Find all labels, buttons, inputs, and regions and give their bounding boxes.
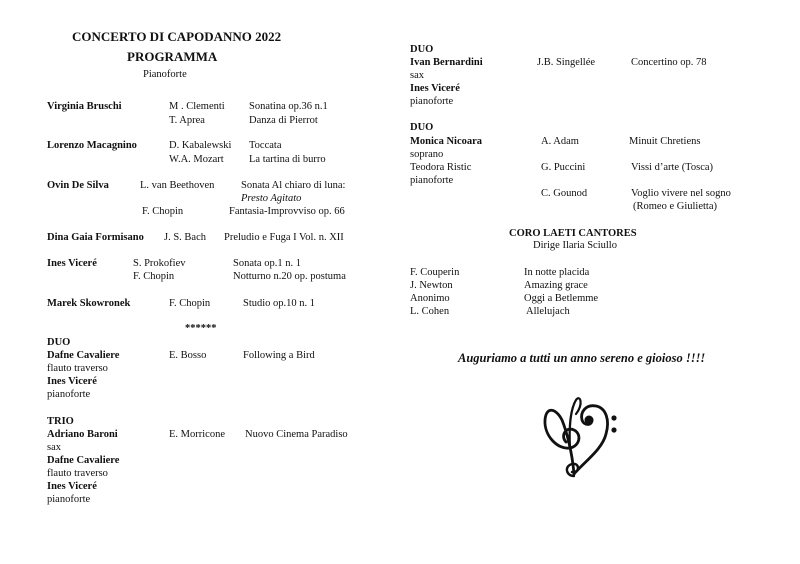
choir-composer: Anonimo <box>410 293 450 304</box>
work: Concertino op. 78 <box>631 57 707 68</box>
ensemble-label: DUO <box>410 44 434 55</box>
instrument: flauto traverso <box>47 363 108 374</box>
work: Sonata Al chiaro di luna: <box>241 180 346 191</box>
work: Following a Bird <box>243 350 315 361</box>
pianoforte-subtitle: Pianoforte <box>143 69 187 80</box>
performer-name: Teodora Ristic <box>410 162 472 173</box>
composer: W.A. Mozart <box>169 154 224 165</box>
choir-composer: J. Newton <box>410 280 453 291</box>
composer: J. S. Bach <box>164 232 206 243</box>
choir-title: CORO LAETI CANTORES <box>509 228 637 239</box>
work: Vissi d’arte (Tosca) <box>631 162 714 173</box>
programma-heading: PROGRAMMA <box>127 49 218 64</box>
work: Voglio vivere nel sogno <box>631 188 731 199</box>
work: Notturno n.20 op. postuma <box>233 271 346 282</box>
choir-composer: F. Couperin <box>410 267 460 278</box>
composer: A. Adam <box>541 136 579 147</box>
work: Sonata op.1 n. 1 <box>233 258 301 269</box>
instrument: sax <box>410 70 424 81</box>
choir-director: Dirige Ilaria Sciullo <box>533 240 617 251</box>
choir-work: Allelujach <box>526 306 570 317</box>
instrument: flauto traverso <box>47 468 108 479</box>
performer-name: Ovin De Silva <box>47 180 109 191</box>
composer: F. Chopin <box>133 271 175 282</box>
work-movement: Presto Agitato <box>241 193 302 204</box>
performer-name: Ines Viceré <box>47 481 97 492</box>
work: Toccata <box>249 140 282 151</box>
instrument: soprano <box>410 149 444 160</box>
performer-name: Dafne Cavaliere <box>47 350 120 361</box>
performer-name: Monica Nicoara <box>410 136 483 147</box>
performer-name: Ines Viceré <box>410 83 460 94</box>
composer: E. Bosso <box>169 350 207 361</box>
composer: C. Gounod <box>541 188 588 199</box>
composer: G. Puccini <box>541 162 586 173</box>
work: Minuit Chretiens <box>629 136 701 147</box>
separator-stars: ****** <box>185 323 217 334</box>
work: Sonatina op.36 n.1 <box>249 101 328 112</box>
composer: F. Chopin <box>169 298 211 309</box>
performer-name: Ines Viceré <box>47 376 97 387</box>
performer-name: Dina Gaia Formisano <box>47 232 144 243</box>
work: Preludio e Fuga I Vol. n. XII <box>224 232 344 243</box>
choir-composer: L. Cohen <box>410 306 450 317</box>
instrument: pianoforte <box>410 96 454 107</box>
instrument: pianoforte <box>47 389 91 400</box>
composer: D. Kabalewski <box>169 140 232 151</box>
choir-work: Amazing grace <box>524 280 588 291</box>
work: Studio op.10 n. 1 <box>243 298 316 309</box>
instrument: sax <box>47 442 61 453</box>
performer-name: Ivan Bernardini <box>410 57 483 68</box>
composer: J.B. Singellée <box>537 57 596 68</box>
performer-name: Ines Viceré <box>47 258 97 269</box>
new-year-wish: Auguriamo a tutti un anno sereno e gioioso !!!! <box>458 351 706 365</box>
heart-clef-icon <box>536 390 626 482</box>
composer: L. van Beethoven <box>140 180 215 191</box>
work: Fantasia-Improvviso op. 66 <box>229 206 345 217</box>
work: Danza di Pierrot <box>249 115 318 126</box>
choir-work: In notte placida <box>524 267 590 278</box>
ensemble-label: DUO <box>47 337 71 348</box>
performer-name: Marek Skowronek <box>47 298 131 309</box>
ensemble-label: DUO <box>410 122 434 133</box>
instrument: pianoforte <box>410 175 454 186</box>
performer-name: Adriano Baroni <box>47 429 118 440</box>
composer: E. Morricone <box>169 429 225 440</box>
composer: T. Aprea <box>169 115 205 126</box>
composer: M . Clementi <box>169 101 225 112</box>
composer: F. Chopin <box>142 206 184 217</box>
concert-title: CONCERTO DI CAPODANNO 2022 <box>72 29 282 44</box>
work: La tartina di burro <box>249 154 326 165</box>
choir-work: Oggi a Betlemme <box>524 293 599 304</box>
performer-name: Lorenzo Macagnino <box>47 140 137 151</box>
performer-name: Dafne Cavaliere <box>47 455 120 466</box>
performer-name: Virginia Bruschi <box>47 101 122 112</box>
composer: S. Prokofiev <box>133 258 186 269</box>
instrument: pianoforte <box>47 494 91 505</box>
work: Nuovo Cinema Paradiso <box>245 429 348 440</box>
ensemble-label: TRIO <box>47 416 74 427</box>
work-subtitle: (Romeo e Giulietta) <box>633 201 717 212</box>
